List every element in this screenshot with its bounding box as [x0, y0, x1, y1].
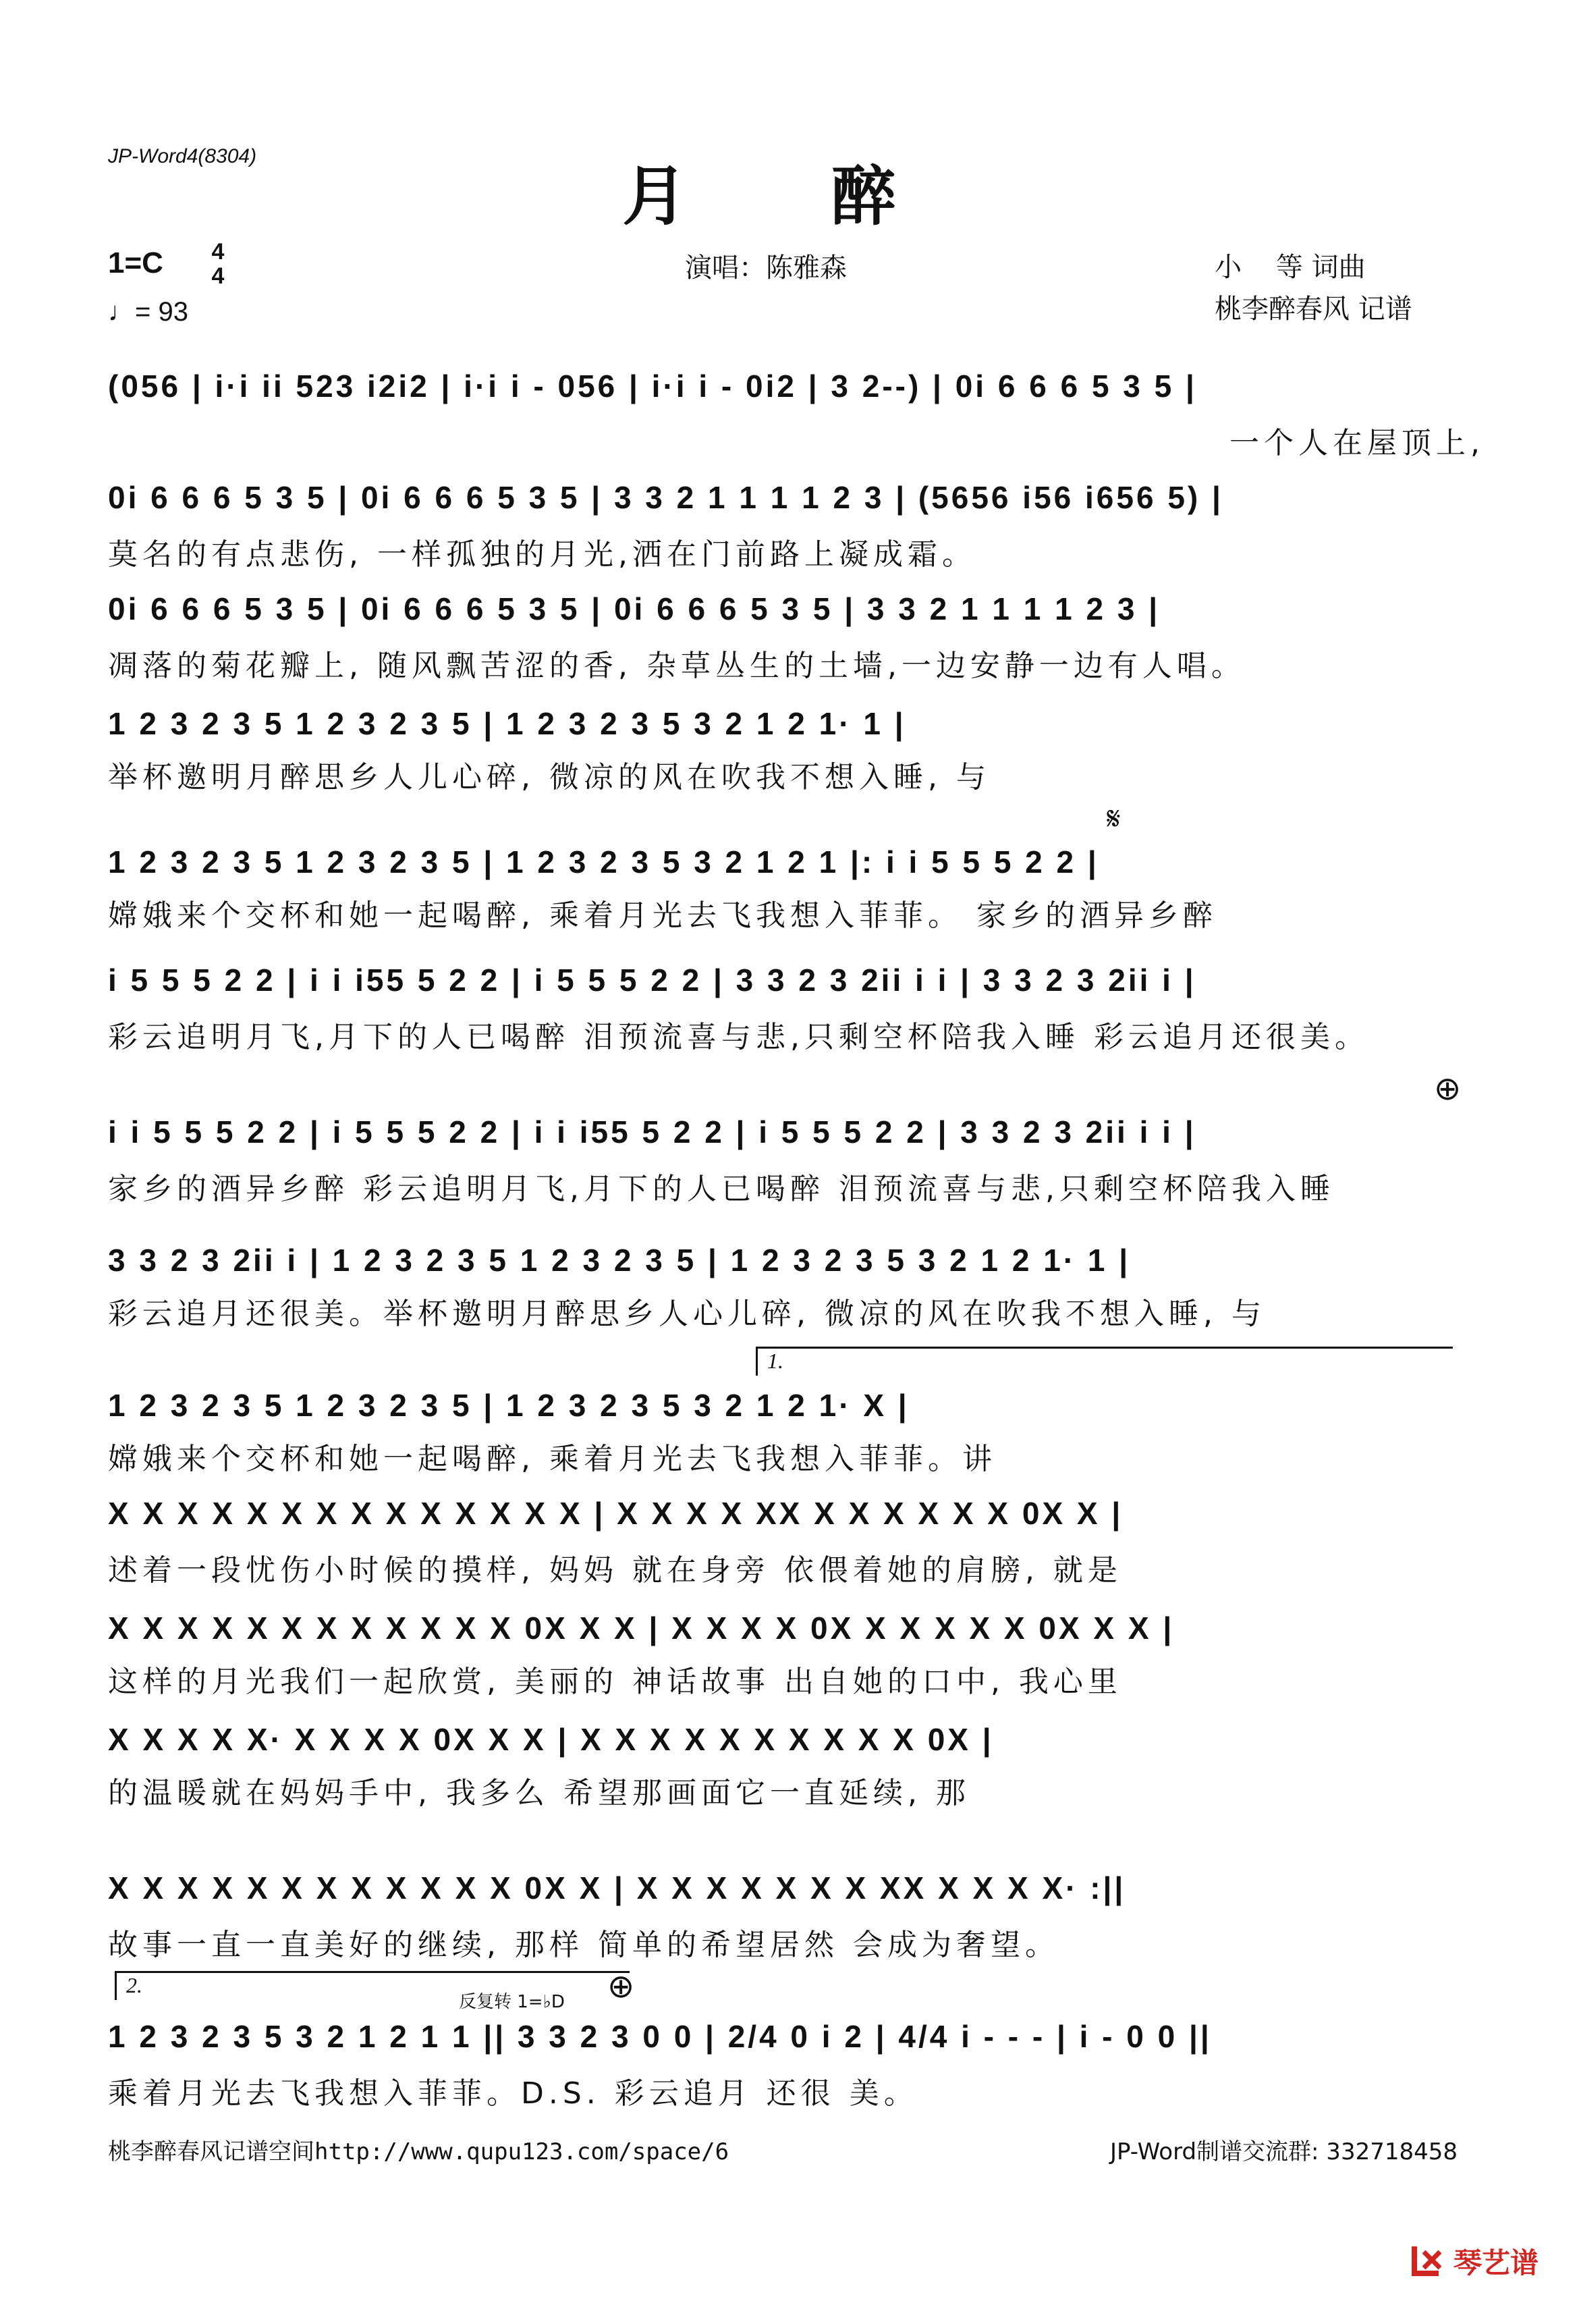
score-line-6: i 5 5 5 2 2 | i i i55 5 2 2 | i 5 5 5 2 2 | 3 3 2 3 2ii i i | 3 3 2 3 2ii i | [108, 963, 1196, 998]
score-line-3: 0i 6 6 6 5 3 5 | 0i 6 6 6 5 3 5 | 0i 6 6 6 5 3 5 | 3 3 2 1 1 1 1 2 3 | [108, 591, 1161, 626]
first-ending-label: 1. [767, 1349, 783, 1373]
time-signature-bottom: 4 [211, 263, 225, 289]
modulation-note: 反复转 1=♭D [459, 1992, 565, 2012]
logo-text: 琴艺谱 [1453, 2246, 1539, 2279]
lyric-line-11: 这样的月光我们一起欣赏, 美丽的 神话故事 出自她的口中, 我心里 [108, 1665, 1122, 1699]
score-line-13: X X X X X X X X X X X X 0X X | X X X X X X X XX X X X X· :|| [108, 1870, 1126, 1906]
lyric-line-14: 乘着月光去飞我想入菲菲。D.S. 彩云追月 还很 美。 [108, 2076, 918, 2111]
lyric-line-9: 嫦娥来个交杯和她一起喝醉, 乘着月光去飞我想入菲菲。讲 [108, 1442, 997, 1476]
coda-mark-2: ⊕ [607, 1968, 635, 2005]
lyric-line-10: 述着一段忧伤小时候的摸样, 妈妈 就在身旁 依偎着她的肩膀, 就是 [108, 1553, 1122, 1588]
time-signature-top: 4 [211, 239, 225, 265]
lyric-line-6: 彩云追明月飞,月下的人已喝醉 泪预流喜与悲,只剩空杯陪我入睡 彩云追月还很美。 [108, 1020, 1369, 1054]
lyric-line-7: 家乡的酒异乡醉 彩云追明月飞,月下的人已喝醉 泪预流喜与悲,只剩空杯陪我入睡 [108, 1172, 1335, 1206]
score-line-9: 1 2 3 2 3 5 1 2 3 2 3 5 | 1 2 3 2 3 5 3 2 1 2 1· X | [108, 1388, 910, 1423]
score-line-14: 1 2 3 2 3 5 3 2 1 2 1 1 || 3 3 2 3 0 0 | 2/4 0 i 2 | 4/4 i - - - | i - 0 0 || [108, 2019, 1212, 2054]
score-line-10: X X X X X X X X X X X X X X | X X X X XX X X X X X X 0X X | [108, 1496, 1124, 1531]
score-line-12: X X X X X· X X X X 0X X X | X X X X X X X X X X 0X | [108, 1722, 994, 1757]
second-ending-label: 2. [126, 1973, 142, 1997]
lyric-line-2: 莫名的有点悲伤, 一样孤独的月光,洒在门前路上凝成霜。 [108, 537, 976, 572]
score-line-1: (056 | i·i ii 523 i2i2 | i·i i - 056 | i·i i - 0i2 | 3 2--) | 0i 6 6 6 5 3 5 | [108, 369, 1197, 404]
first-ending-bracket [756, 1347, 1453, 1376]
score-line-7: i i 5 5 5 2 2 | i 5 5 5 2 2 | i i i55 5 2 2 | i 5 5 5 2 2 | 3 3 2 3 2ii i i | [108, 1114, 1196, 1150]
lyric-line-12: 的温暖就在妈妈手中, 我多么 希望那画面它一直延续, 那 [108, 1776, 970, 1810]
key-signature: 1=C [108, 246, 163, 279]
lyric-line-8: 彩云追月还很美。举杯邀明月醉思乡人心儿碎, 微凉的风在吹我不想入睡, 与 [108, 1297, 1266, 1331]
footer-group: JP-Word制谱交流群: 332718458 [1109, 2138, 1458, 2165]
lyric-line-3: 凋落的菊花瓣上, 随风飘苦涩的香, 杂草丛生的土墙,一边安静一边有人唱。 [108, 649, 1246, 683]
transcriber-credit: 桃李醉春风 记谱 [1215, 294, 1412, 325]
song-title: 月 醉 [622, 158, 957, 234]
lyric-line-13: 故事一直一直美好的继续, 那样 简单的希望居然 会成为奢望。 [108, 1928, 1059, 1962]
time-signature [208, 240, 228, 288]
lyric-line-5: 嫦娥来个交杯和她一起喝醉, 乘着月光去飞我想入菲菲。 家乡的酒异乡醉 [108, 898, 1217, 933]
logo-icon [1408, 2241, 1448, 2281]
segno-mark: 𝄋 [1107, 800, 1121, 838]
singer-credit: 演唱：陈雅森 [685, 252, 847, 283]
lyric-line-4: 举杯邀明月醉思乡人儿心碎, 微凉的风在吹我不想入睡, 与 [108, 760, 991, 794]
composer-credits [1215, 246, 1412, 330]
footer-source: 桃李醉春风记谱空间http://www.qupu123.com/space/6 [108, 2138, 729, 2165]
lyric-line-1: 一个人在屋顶上, [1229, 426, 1485, 460]
software-label: JP-Word4(8304) [108, 145, 257, 167]
composer-credit: 小 等 词曲 [1215, 252, 1366, 283]
score-line-4: 1 2 3 2 3 5 1 2 3 2 3 5 | 1 2 3 2 3 5 3 2 1 2 1· 1 | [108, 706, 906, 741]
score-line-5: 1 2 3 2 3 5 1 2 3 2 3 5 | 1 2 3 2 3 5 3 2 1 2 1 |: i i 5 5 5 2 2 | [108, 844, 1099, 880]
score-line-2: 0i 6 6 6 5 3 5 | 0i 6 6 6 5 3 5 | 3 3 2 1 1 1 1 2 3 | (5656 i56 i656 5) | [108, 480, 1223, 515]
score-line-8: 3 3 2 3 2ii i | 1 2 3 2 3 5 1 2 3 2 3 5 | 1 2 3 2 3 5 3 2 1 2 1· 1 | [108, 1243, 1131, 1278]
score-line-11: X X X X X X X X X X X X 0X X X | X X X X 0X X X X X X 0X X X | [108, 1611, 1175, 1646]
coda-mark: ⊕ [1434, 1070, 1462, 1108]
site-logo [1408, 2241, 1539, 2281]
tempo-marking: ♩= 93 [108, 297, 188, 327]
